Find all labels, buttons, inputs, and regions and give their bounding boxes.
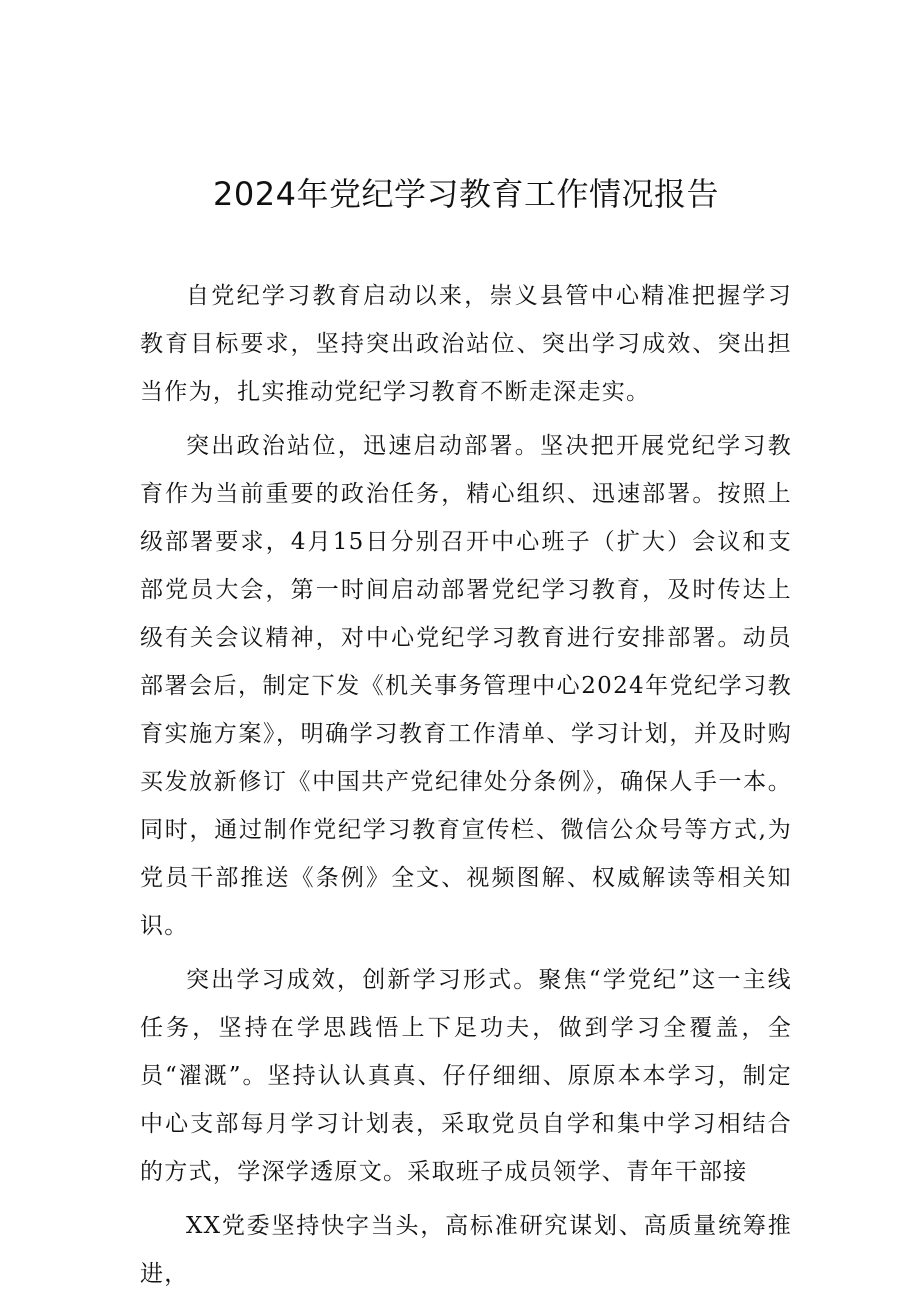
paragraph-political-stance: 突出政治站位，迅速启动部署。坚决把开展党纪学习教育作为当前重要的政治任务，精心组织、迅速部署。按照上级部署要求，4月15日分别召开中心班子（扩大）会议和支部党员大会，第一时间启动部署党纪学习教育，及时传达上级有关会议精神，对中心党纪学习教育进行安排部署。动员部署会后，制定下发《机关事务管理中心2024年党纪学习教育实施方案》，明确学习教育工作清单、学习计划，并及时购买发放新修订《中国共产党纪律处分条例》，确保人手一本。同时，通过制作党纪学习教育宣传栏、微信公众号等方式,为党员干部推送《条例》全文、视频图解、权威解读等相关知识。 xyxy=(140,433,792,939)
paragraph-learning-results: 突出学习成效，创新学习形式。聚焦“学党纪”这一主线任务，坚持在学思践悟上下足功夫，做到学习全覆盖，全员“濯溉”。坚持认认真真、仔仔细细、原原本本学习，制定中心支部每月学习计划表，采取党员自学和集中学习相结合的方式，学深学透原文。采取班子成员领学、青年干部接 xyxy=(140,967,792,1185)
paragraph-intro: 自党纪学习教育启动以来，崇义县管中心精准把握学习教育目标要求，坚持突出政治站位、突出学习成效、突出担当作为，扎实推动党纪学习教育不断走深走实。 xyxy=(140,283,792,405)
document-title: 2024年党纪学习教育工作情况报告 xyxy=(213,175,719,213)
paragraph-party-committee: XX党委坚持快字当头，高标准研究谋划、高质量统筹推进， xyxy=(140,1213,792,1287)
